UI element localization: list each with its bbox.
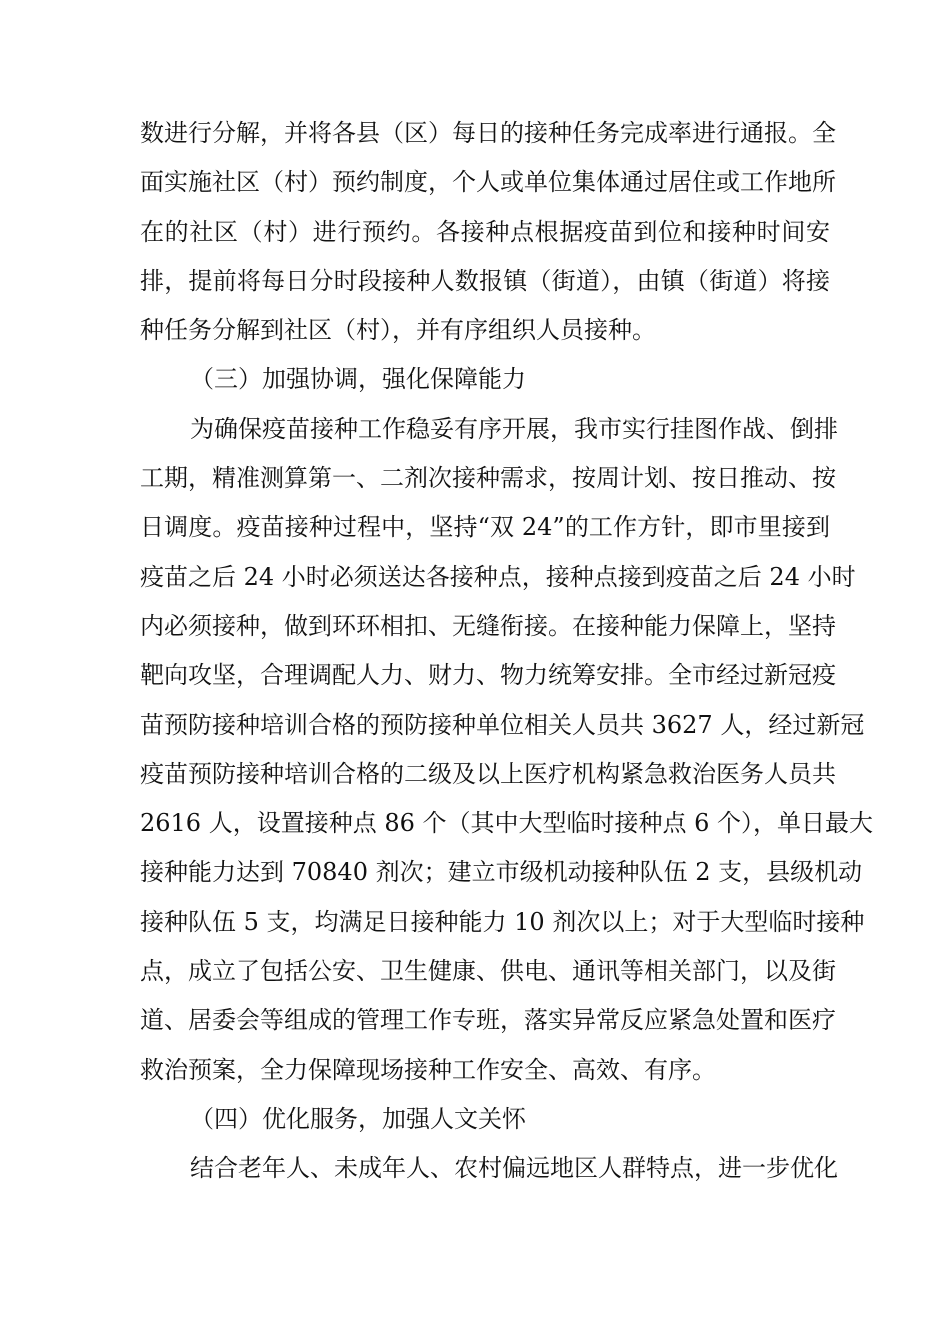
text-line: 救治预案，全力保障现场接种工作安全、高效、有序。 — [140, 1055, 716, 1084]
text-line: 种任务分解到社区（村），并有序组织人员接种。 — [140, 316, 656, 345]
text-line: 道、居委会等组成的管理工作专班，落实异常反应紧急处置和医疗 — [140, 1006, 836, 1035]
text-line: 2616 人，设置接种点 86 个（其中大型临时接种点 6 个），单日最大 — [140, 809, 874, 838]
text-line: （四）优化服务，加强人文关怀 — [190, 1104, 526, 1133]
text-line: 接种队伍 5 支，均满足日接种能力 10 剂次以上；对于大型临时接种 — [140, 907, 865, 936]
document-body — [140, 109, 874, 1194]
text-line: （三）加强协调，强化保障能力 — [190, 365, 526, 394]
text-line: 苗预防接种培训合格的预防接种单位相关人员共 3627 人，经过新冠 — [140, 710, 865, 739]
text-line: 为确保疫苗接种工作稳妥有序开展，我市实行挂图作战、倒排 — [190, 414, 838, 443]
text-line: 接种能力达到 70840 剂次；建立市级机动接种队伍 2 支，县级机动 — [140, 858, 863, 887]
text-line: 在的社区（村）进行预约。各接种点根据疫苗到位和接种时间安 — [140, 217, 830, 246]
text-line: 内必须接种，做到环环相扣、无缝衔接。在接种能力保障上，坚持 — [140, 611, 836, 640]
text-line: 疫苗预防接种培训合格的二级及以上医疗机构紧急救治医务人员共 — [140, 759, 836, 788]
text-line: 面实施社区（村）预约制度，个人或单位集体通过居住或工作地所 — [140, 168, 836, 197]
text-line: 疫苗之后 24 小时必须送达各接种点，接种点接到疫苗之后 24 小时 — [140, 562, 856, 591]
text-line: 结合老年人、未成年人、农村偏远地区人群特点，进一步优化 — [190, 1154, 838, 1183]
text-line: 点，成立了包括公安、卫生健康、供电、通讯等相关部门，以及街 — [140, 957, 836, 986]
text-line: 数进行分解，并将各县（区）每日的接种任务完成率进行通报。全 — [140, 119, 836, 147]
text-line: 靶向攻坚，合理调配人力、财力、物力统筹安排。全市经过新冠疫 — [140, 661, 836, 690]
text-line: 工期，精准测算第一、二剂次接种需求，按周计划、按日推动、按 — [140, 464, 836, 493]
text-line: 排，提前将每日分时段接种人数报镇（街道），由镇（街道）将接 — [140, 266, 830, 295]
text-line: 日调度。疫苗接种过程中，坚持“双 24”的工作方针，即市里接到 — [140, 513, 830, 542]
